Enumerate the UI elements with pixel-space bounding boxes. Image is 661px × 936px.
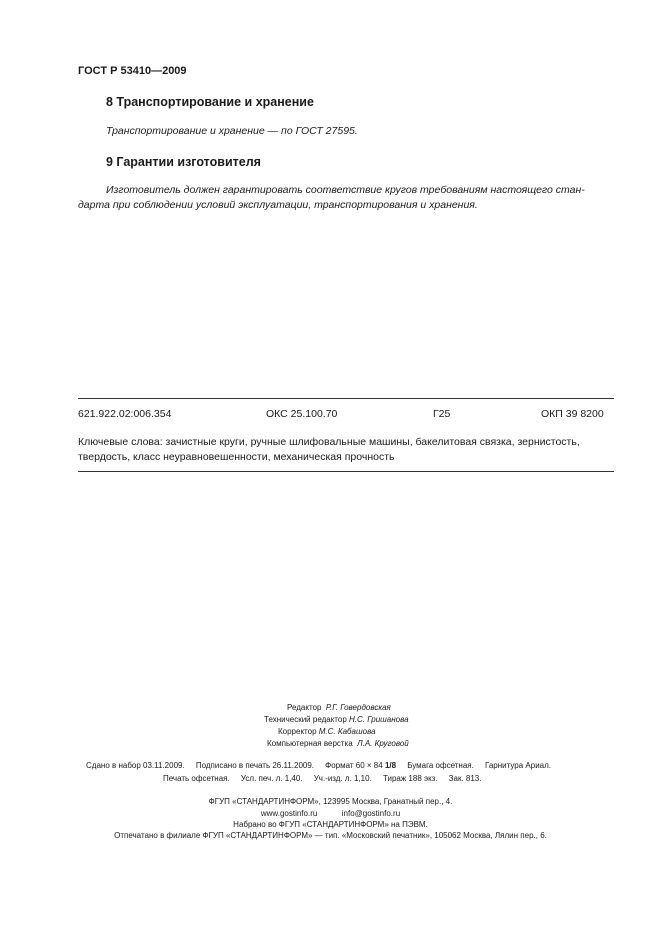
udc-code: 621.922.02:006.354 — [78, 408, 172, 420]
publisher-line4: Отпечатано в филиале ФГУП «СТАНДАРТИНФОРМ» — тип. «Московский печатник», 105062 Москва, Лялин пер., 6. — [114, 831, 547, 840]
publisher-contacts — [0, 809, 661, 818]
credit-role: Редактор — [287, 703, 322, 712]
credit-name: Р.Г. Говердовская — [325, 703, 391, 712]
credit-tech-editor — [264, 715, 409, 724]
format: Формат 60 × 84 — [325, 761, 383, 770]
publisher-line1: ФГУП «СТАНДАРТИНФОРМ», 123995 Москва, Гранатный пер., 4. — [208, 797, 453, 806]
divider-bottom — [78, 471, 614, 472]
group-code: Г25 — [433, 408, 451, 420]
credit-role: Компьютерная верстка — [267, 739, 353, 748]
publisher-email: info@gostinfo.ru — [341, 809, 401, 818]
credit-role: Технический редактор — [264, 715, 347, 724]
order-number: Зак. 813. — [448, 774, 482, 783]
paper-type: Бумага офсетная. — [407, 761, 474, 770]
format-fraction: 1/8 — [384, 761, 397, 770]
printing-type: Печать офсетная. — [163, 774, 230, 783]
credit-corrector — [278, 727, 376, 736]
credit-name: Н.С. Гришанова — [349, 715, 409, 724]
section-8-title: 8 Транспортирование и хранение — [106, 95, 314, 109]
credit-editor — [287, 703, 391, 712]
font-type: Гарнитура Ариал. — [484, 761, 552, 770]
document-header: ГОСТ Р 53410—2009 — [78, 65, 187, 77]
section-9-text-line1: Изготовитель должен гарантировать соответствие кругов требованиям настоящего стан- — [106, 184, 585, 196]
publisher-site: www.gostinfo.ru — [260, 809, 318, 818]
print-sheets: Усл. печ. л. 1,40. — [240, 774, 303, 783]
publisher-line3: Набрано во ФГУП «СТАНДАРТИНФОРМ» на ПЭВМ. — [233, 820, 428, 829]
print-info-line1 — [86, 761, 551, 770]
section-9-title: 9 Гарантии изготовителя — [106, 155, 261, 169]
publisher-sheets: Уч.-изд. л. 1,10. — [313, 774, 372, 783]
credit-name: Л.А. Круговой — [357, 739, 409, 748]
divider-top — [78, 398, 614, 399]
print-info-line2 — [163, 774, 481, 783]
credit-name: М.С. Кабашова — [318, 727, 376, 736]
oks-code: ОКС 25.100.70 — [266, 408, 338, 420]
section-8-text: Транспортирование и хранение — по ГОСТ 27595. — [106, 125, 358, 137]
credit-layout — [267, 739, 409, 748]
print-run: Тираж 188 экз. — [382, 774, 438, 783]
signed-date: Подписано в печать 26.11.2009. — [195, 761, 315, 770]
keywords-line2: твердость, класс неуравновешенности, механическая прочность — [78, 451, 395, 463]
credit-role: Корректор — [278, 727, 317, 736]
okp-code: ОКП 39 8200 — [541, 408, 604, 420]
section-9-text-line2: дарта при соблюдении условий эксплуатации, транспортирования и хранения. — [78, 199, 478, 211]
keywords-line1: Ключевые слова: зачистные круги, ручные шлифовальные машины, бакелитовая связка, зернистость, — [78, 436, 580, 448]
typeset-date: Сдано в набор 03.11.2009. — [86, 761, 185, 770]
